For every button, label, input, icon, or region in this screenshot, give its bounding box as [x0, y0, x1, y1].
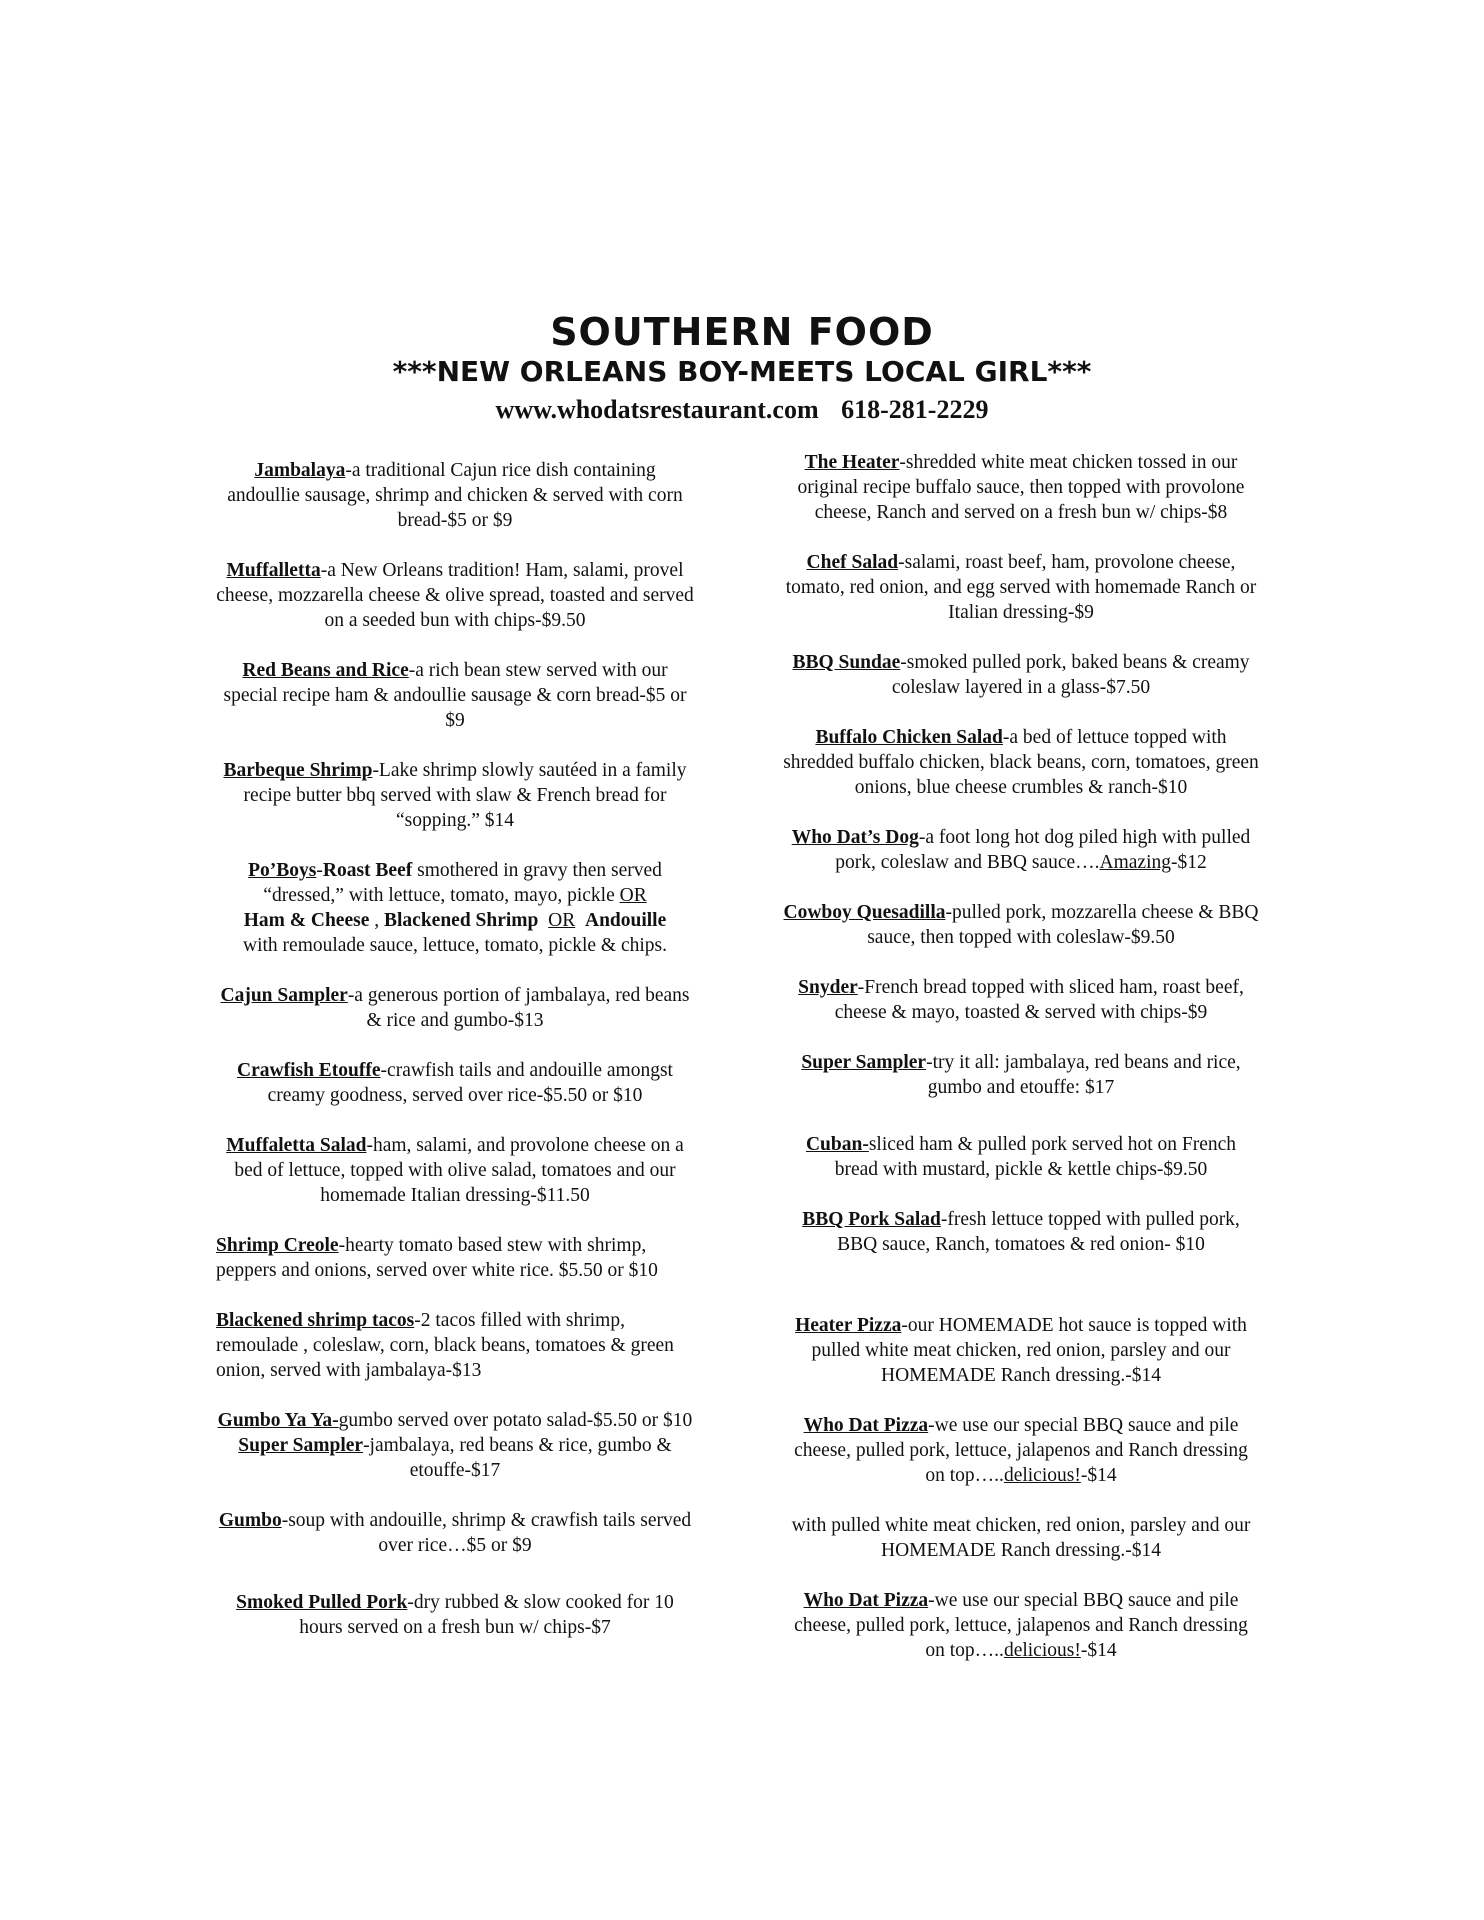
item-description: -pulled pork, mozzarella cheese & BBQ sauce, then topped with coleslaw-$9.50 [867, 902, 1259, 948]
poboy-andouille: Andouille [584, 910, 667, 931]
poboy-ham-cheese: Ham & Cheese [243, 910, 370, 931]
item-description: -dry rubbed & slow cooked for 10 hours served on a fresh bun w/ chips-$7 [299, 1592, 674, 1638]
item-name: Super Sampler [238, 1435, 364, 1456]
item-description: -crawfish tails and andouille amongst creamy goodness, served over rice-$5.50 or $10 [267, 1060, 673, 1106]
item-name: Who Dat Pizza [803, 1590, 929, 1611]
item-description: -a generous portion of jambalaya, red beans & rice and gumbo-$13 [347, 985, 690, 1031]
item-name: Gumbo Ya Ya- [217, 1410, 339, 1431]
menu-item-poboys [216, 858, 694, 958]
item-name: Red Beans and Rice [242, 660, 409, 681]
item-name: Heater Pizza [795, 1315, 902, 1336]
menu-item-buffalo-chicken-salad [782, 725, 1260, 800]
item-price: -$14 [1080, 1465, 1117, 1486]
or-text: OR [619, 885, 647, 906]
item-name: Buffalo Chicken Salad [815, 727, 1003, 748]
item-description: -we use our special BBQ sauce and pile cheese, pulled pork, lettuce, jalapenos and Ranch dressing on top….. [794, 1415, 1248, 1486]
item-description: -hearty tomato based stew with shrimp, peppers and onions, served over white rice. $5.50 or $10 [216, 1235, 658, 1281]
menu-subtitle: ***NEW ORLEANS BOY-MEETS LOCAL GIRL*** [392, 355, 1092, 388]
item-description: with pulled white meat chicken, red onion, parsley and our HOMEMADE Ranch dressing.-$14 [791, 1515, 1251, 1561]
item-description: -a bed of lettuce topped with shredded buffalo chicken, black beans, corn, tomatoes, green onions, blue cheese crumbles & ranch-$10 [783, 727, 1259, 798]
menu-item-super-sampler [216, 1433, 694, 1483]
menu-item-jambalaya [216, 458, 694, 533]
item-description: -try it all: jambalaya, red beans and rice, gumbo and etouffe: $17 [926, 1052, 1241, 1098]
menu-item-bbq-sundae [782, 650, 1260, 700]
website-link[interactable]: www.whodatsrestaurant.com [495, 395, 819, 424]
item-description: -jambalaya, red beans & rice, gumbo & etouffe-$17 [363, 1435, 672, 1481]
item-description: smothered in gravy then served “dressed,” with lettuce, tomato, mayo, pickle [263, 860, 662, 906]
menu-item-cowboy-quesadilla [782, 900, 1260, 950]
item-description: -smoked pulled pork, baked beans & creamy coleslaw layered in a glass-$7.50 [891, 652, 1250, 698]
delicious-text: delicious! [1003, 1465, 1081, 1486]
item-name: BBQ Pork Salad [802, 1209, 941, 1230]
menu-item-cajun-sampler [216, 983, 694, 1033]
item-description: -fresh lettuce topped with pulled pork, BBQ sauce, Ranch, tomatoes & red onion- $10 [837, 1209, 1240, 1255]
menu-item-who-dats-dog [782, 825, 1260, 875]
item-name: Cajun Sampler [220, 985, 348, 1006]
item-description: with remoulade sauce, lettuce, tomato, pickle & chips. [243, 935, 667, 956]
item-name: Cuban- [805, 1134, 869, 1155]
menu-title: SOUTHERN FOOD [550, 310, 934, 354]
poboy-roast-beef: Roast Beef [322, 860, 413, 881]
item-price: -$14 [1080, 1640, 1117, 1661]
item-description: -Lake shrimp slowly sautéed in a family recipe butter bbq served with slaw & French bread for “sopping.” $14 [243, 760, 687, 831]
left-menu-column [216, 458, 694, 1665]
item-name: Po’Boys [248, 860, 317, 881]
or-text: OR [548, 910, 576, 931]
item-name: Jambalaya [254, 460, 346, 481]
item-name: BBQ Sundae [792, 652, 901, 673]
item-name: The Heater [804, 452, 900, 473]
item-description: -salami, roast beef, ham, provolone cheese, tomato, red onion, and egg served with homemade Ranch or Italian dressing-$9 [785, 552, 1257, 623]
menu-item-bbq-pork-salad [782, 1207, 1260, 1257]
separator-text: , [369, 910, 384, 931]
item-dash: - [316, 860, 323, 881]
item-description: -a rich bean stew served with our special recipe ham & andoullie sausage & corn bread-$5 or $9 [223, 660, 687, 731]
phone-number: 618-281-2229 [841, 395, 989, 424]
item-description: -French bread topped with sliced ham, roast beef, cheese & mayo, toasted & served with chips-$9 [834, 977, 1244, 1023]
item-name: Who Dat’s Dog [791, 827, 919, 848]
menu-item-smoked-pulled-pork [216, 1590, 694, 1640]
item-description: gumbo served over potato salad-$5.50 or $10 [338, 1410, 693, 1431]
item-description: -a traditional Cajun rice dish containing andoullie sausage, shrimp and chicken & served with corn bread-$5 or $9 [227, 460, 683, 531]
menu-item-barbeque-shrimp [216, 758, 694, 833]
item-name: Snyder [798, 977, 858, 998]
menu-item-gumbo [216, 1508, 694, 1558]
item-name: Barbeque Shrimp [223, 760, 373, 781]
menu-item-the-heater [782, 450, 1260, 525]
menu-item-snyder [782, 975, 1260, 1025]
item-name: Cowboy Quesadilla [783, 902, 946, 923]
menu-item-heater-pizza [782, 1313, 1260, 1388]
menu-item-repeated-fragment [782, 1513, 1260, 1563]
delicious-text: delicious! [1003, 1640, 1081, 1661]
item-name: Muffalletta [226, 560, 321, 581]
item-name: Shrimp Creole [216, 1235, 339, 1256]
item-description: -ham, salami, and provolone cheese on a bed of lettuce, topped with olive salad, tomatoes and our homemade Italian dressing-$11.50 [234, 1135, 684, 1206]
item-description: -a foot long hot dog piled high with pulled pork, coleslaw and BBQ sauce…. [835, 827, 1251, 873]
menu-item-who-dat-pizza [782, 1413, 1260, 1488]
menu-item-muffaletta-salad [216, 1133, 694, 1208]
right-menu-column [782, 450, 1260, 1688]
item-description: -we use our special BBQ sauce and pile cheese, pulled pork, lettuce, jalapenos and Ranch dressing on top….. [794, 1590, 1248, 1661]
item-name: Crawfish Etouffe [237, 1060, 381, 1081]
menu-item-red-beans [216, 658, 694, 733]
item-name: Muffaletta Salad [226, 1135, 367, 1156]
item-name: Chef Salad [806, 552, 899, 573]
menu-item-gumbo-ya-ya [216, 1408, 694, 1433]
item-description: -shredded white meat chicken tossed in our original recipe buffalo sauce, then topped with provolone cheese, Ranch and served on a fresh bun w/ chips-$8 [797, 452, 1245, 523]
item-price: -$12 [1171, 852, 1207, 873]
amazing-text: Amazing [1099, 852, 1171, 873]
item-name: Blackened shrimp tacos [216, 1310, 415, 1331]
item-name: Who Dat Pizza [803, 1415, 929, 1436]
item-name: Gumbo [218, 1510, 282, 1531]
item-name: Super Sampler [801, 1052, 927, 1073]
contact-line [0, 392, 1484, 428]
poboy-blackened-shrimp: Blackened Shrimp [383, 910, 539, 931]
item-name: Smoked Pulled Pork [236, 1592, 408, 1613]
menu-header [0, 310, 1484, 428]
item-description: -a New Orleans tradition! Ham, salami, provel cheese, mozzarella cheese & olive spread, toasted and served on a seeded bun with chips-$9.50 [216, 560, 694, 631]
menu-item-muffalletta [216, 558, 694, 633]
menu-item-cuban [782, 1132, 1260, 1182]
menu-item-super-sampler-right [782, 1050, 1260, 1100]
menu-item-blackened-shrimp-tacos [216, 1308, 694, 1383]
item-description: -our HOMEMADE hot sauce is topped with pulled white meat chicken, red onion, parsley and our HOMEMADE Ranch dressing.-$14 [811, 1315, 1247, 1386]
item-description: -soup with andouille, shrimp & crawfish tails served over rice…$5 or $9 [281, 1510, 692, 1556]
menu-item-shrimp-creole [216, 1233, 694, 1283]
menu-item-crawfish-etouffe [216, 1058, 694, 1108]
menu-item-who-dat-pizza-repeat [782, 1588, 1260, 1663]
menu-item-chef-salad [782, 550, 1260, 625]
item-description: -2 tacos filled with shrimp, remoulade , coleslaw, corn, black beans, tomatoes & green onion, served with jambalaya-$13 [216, 1310, 674, 1381]
item-description: sliced ham & pulled pork served hot on French bread with mustard, pickle & kettle chips-$9.50 [834, 1134, 1237, 1180]
